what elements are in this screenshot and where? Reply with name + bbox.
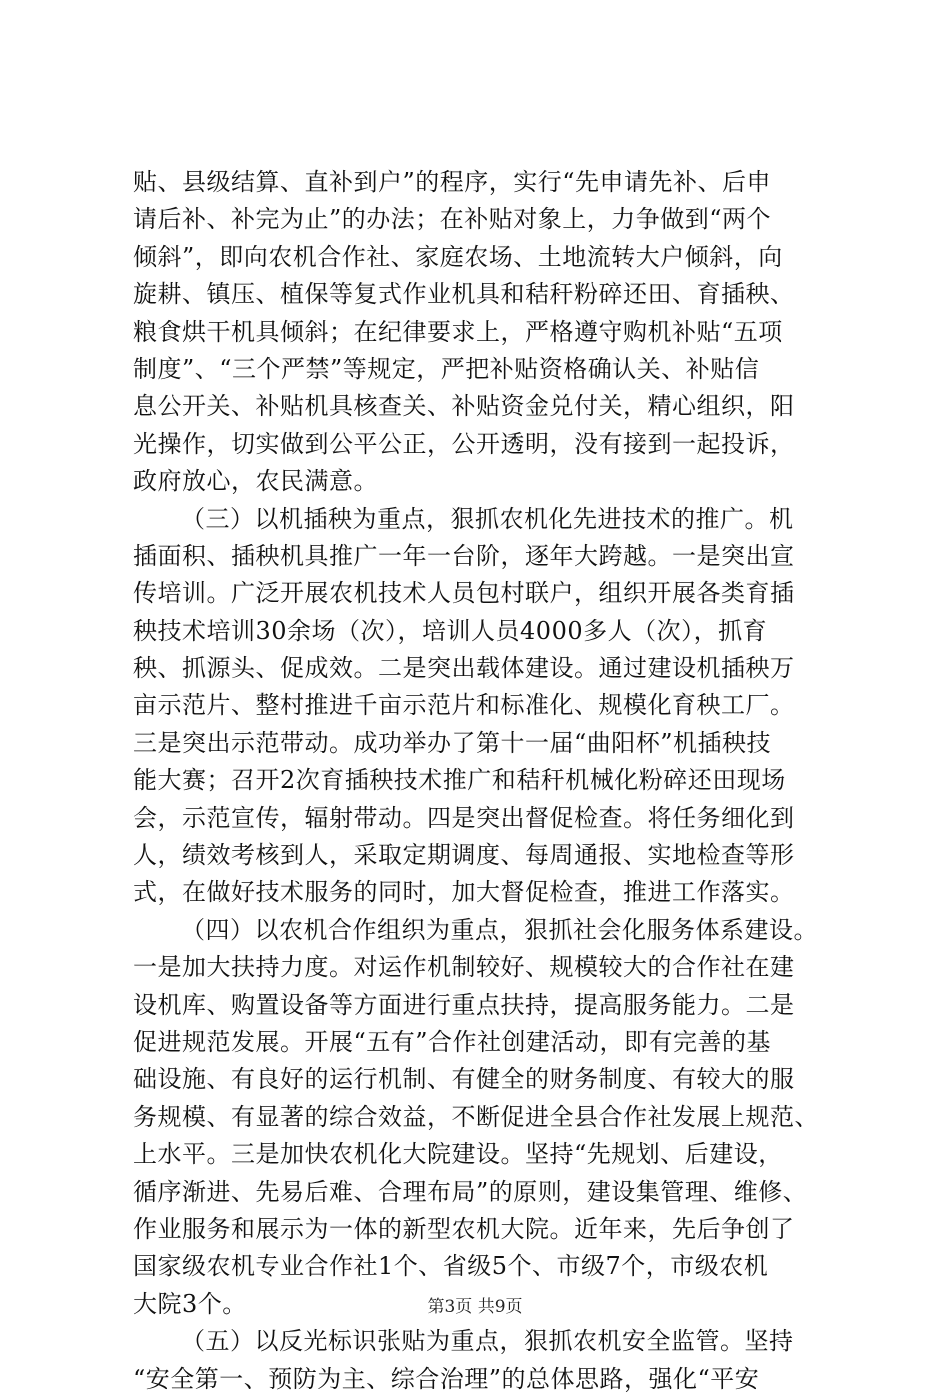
text-line: 贴、县级结算、直补到户”的程序，实行“先申请先补、后申: [133, 168, 772, 196]
text-line: 会，示范宣传，辐射带动。四是突出督促检查。将任务细化到: [133, 803, 795, 832]
text-line: 大院3个。: [133, 1289, 247, 1318]
text-line: 倾斜”，即向农机合作社、家庭农场、土地流转大户倾斜，向: [133, 242, 783, 271]
text-line: 政府放心，农民满意。: [133, 467, 378, 496]
text-line: 光操作，切实做到公平公正，公开透明，没有接到一起投诉，: [133, 429, 795, 458]
text-line: 一是加大扶持力度。对运作机制较好、规模较大的合作社在建: [133, 953, 795, 982]
text-line: 旋耕、镇压、植保等复式作业机具和秸秆粉碎还田、育插秧、: [133, 280, 795, 309]
text-line: 制度”、“三个严禁”等规定，严把补贴资格确认关、补贴信: [133, 354, 760, 383]
text-line: 作业服务和展示为一体的新型农机大院。近年来，先后争创了: [133, 1214, 795, 1243]
text-line: 秧技术培训30余场（次），培训人员4000多人（次），抓育: [133, 616, 768, 645]
page-number-footer: 第3页 共9页: [427, 1297, 523, 1317]
text-line: 秧、抓源头、促成效。二是突出载体建设。通过建设机插秧万: [133, 654, 795, 683]
text-line: 促进规范发展。开展“五有”合作社创建活动，即有完善的基: [133, 1027, 772, 1056]
text-line: 设机库、购置设备等方面进行重点扶持，提高服务能力。二是: [133, 990, 795, 1019]
text-line: 上水平。三是加快农机化大院建设。坚持“先规划、后建设，: [133, 1140, 783, 1169]
text-line: 循序渐进、先易后难、合理布局”的原则，建设集管理、维修、: [133, 1177, 808, 1206]
text-line: 人，绩效考核到人，采取定期调度、每周通报、实地检查等形: [133, 841, 795, 870]
paragraph-heading-4: （四）以农机合作组织为重点，狠抓社会化服务体系建设。: [181, 915, 818, 944]
text-line: 础设施、有良好的运行机制、有健全的财务制度、有较大的服: [133, 1065, 795, 1094]
paragraph-heading-3: （三）以机插秧为重点，狠抓农机化先进技术的推广。机: [181, 504, 794, 533]
text-line: 国家级农机专业合作社1个、省级5个、市级7个，市级农机: [133, 1252, 769, 1281]
text-line: 能大赛；召开2次育插秧技术推广和秸秆机械化粉碎还田现场: [133, 766, 786, 795]
text-line: 三是突出示范带动。成功举办了第十一届“曲阳杯”机插秧技: [133, 728, 772, 757]
text-line: 务规模、有显著的综合效益，不断促进全县合作社发展上规范、: [133, 1102, 819, 1131]
body-text: [133, 164, 833, 1398]
text-line: “安全第一、预防为主、综合治理”的总体思路，强化“平安: [133, 1364, 760, 1393]
text-line: 插面积、插秧机具推广一年一台阶，逐年大跨越。一是突出宣: [133, 541, 795, 570]
paragraph-heading-5: （五）以反光标识张贴为重点，狠抓农机安全监管。坚持: [181, 1327, 794, 1356]
text-line: 息公开关、补贴机具核查关、补贴资金兑付关，精心组织，阳: [133, 392, 795, 421]
text-line: 请后补、补完为止”的办法；在补贴对象上，力争做到“两个: [133, 205, 772, 234]
text-line: 亩示范片、整村推进千亩示范片和标准化、规模化育秧工厂。: [133, 691, 795, 720]
text-line: 传培训。广泛开展农机技术人员包村联户，组织开展各类育插: [133, 579, 795, 608]
text-line: 粮食烘干机具倾斜；在纪律要求上，严格遵守购机补贴“五项: [133, 317, 783, 346]
text-line: 式，在做好技术服务的同时，加大督促检查，推进工作落实。: [133, 878, 795, 907]
